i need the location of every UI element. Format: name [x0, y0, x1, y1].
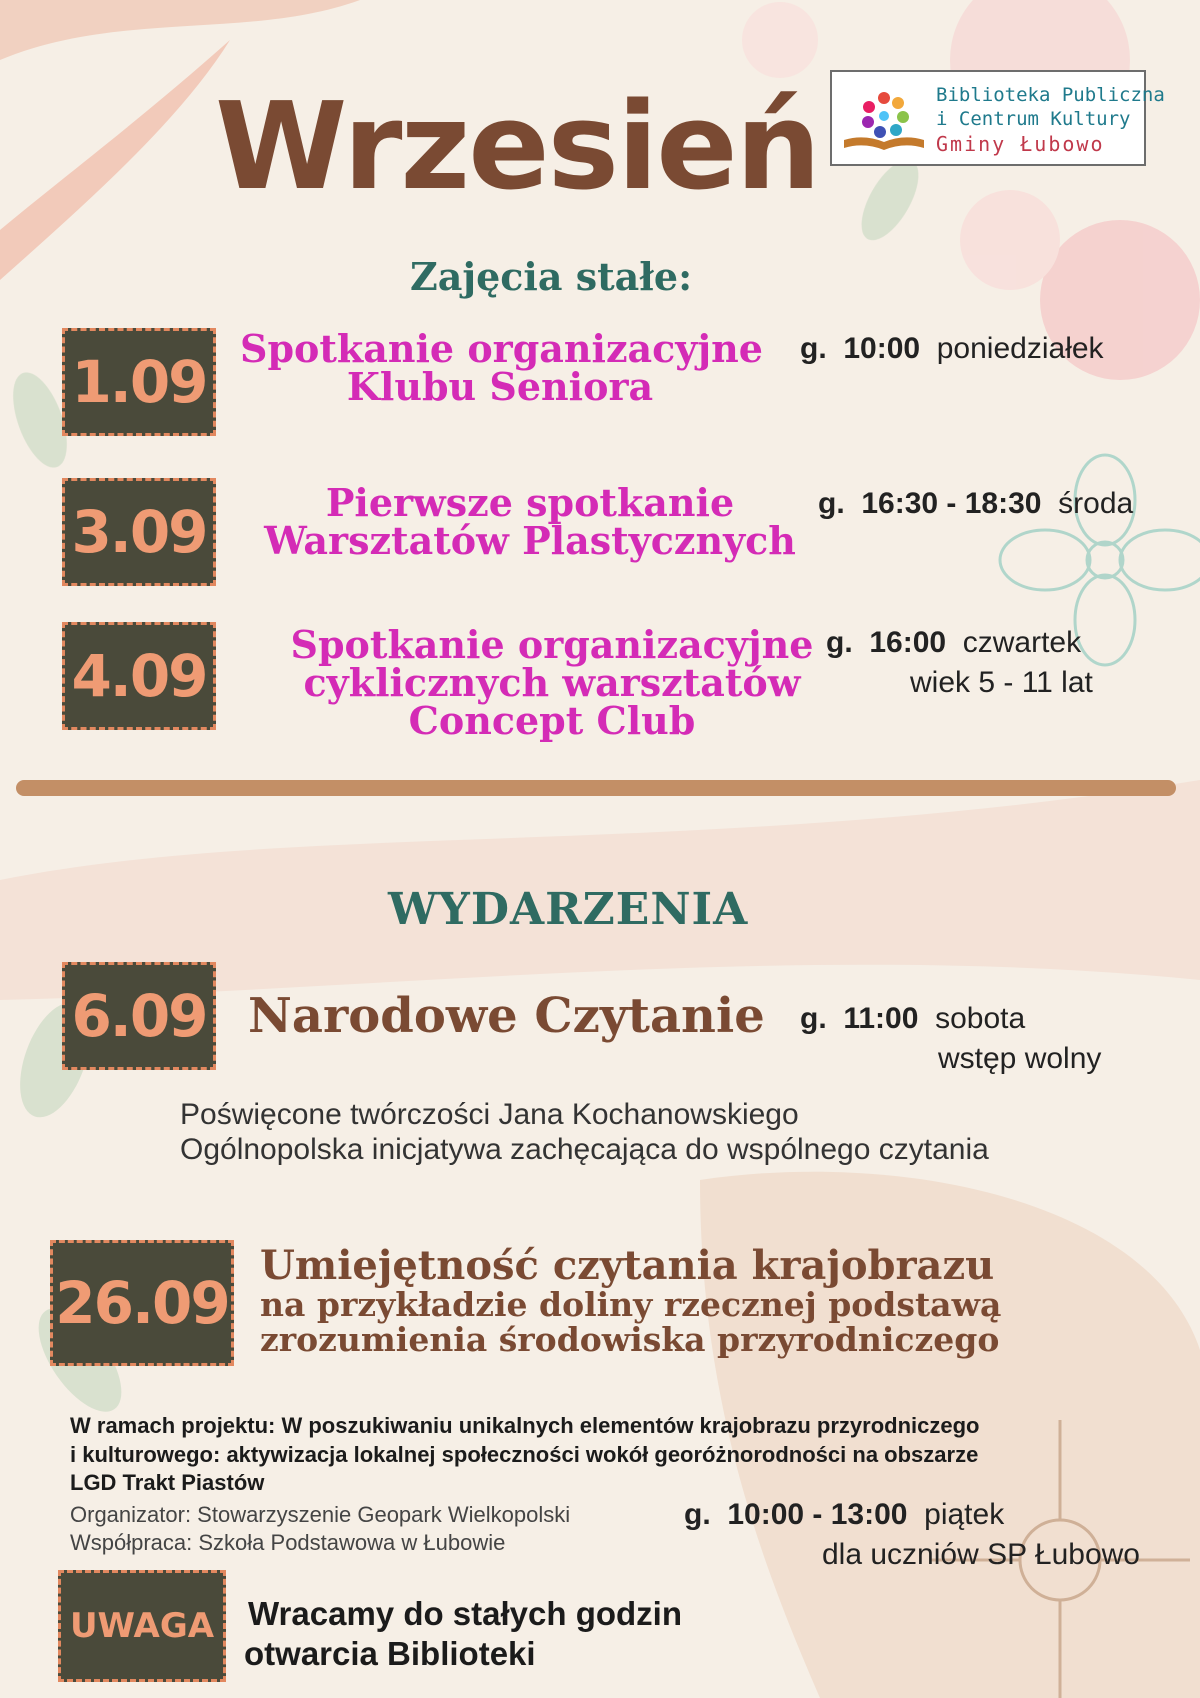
event-description: [180, 1098, 989, 1167]
time-prefix: g.: [684, 1498, 711, 1531]
event-title: [240, 326, 763, 409]
time-value: 16:00: [869, 626, 947, 659]
event-time: [800, 334, 1104, 364]
date-text: 3.09: [71, 498, 207, 566]
time-prefix: g.: [818, 487, 845, 520]
project-line: i kulturowego: aktywizacja lokalnej społeczności wokół georóżnorodności na obszarze: [70, 1441, 979, 1467]
event-time: [826, 628, 1081, 658]
event-title-line: zrozumienia środowiska przyrodniczego: [260, 1320, 1000, 1359]
project-line: W ramach projektu: W poszukiwaniu unikalnych elementów krajobrazu przyrodniczego: [70, 1413, 980, 1438]
project-line: LGD Trakt Piastów: [70, 1470, 265, 1496]
event-title-line: cyklicznych warsztatów: [303, 660, 801, 705]
event-title-line: Spotkanie organizacyjne: [290, 622, 814, 667]
page-title: Wrzesień: [215, 78, 820, 217]
weekday: sobota: [935, 1002, 1026, 1035]
event-title: [282, 622, 822, 743]
section-divider: [16, 780, 1176, 796]
date-stamp: [50, 1240, 234, 1366]
date-stamp: [62, 962, 216, 1070]
logo-text-line-1: Biblioteka Publiczna: [936, 84, 1165, 106]
time-value: 11:00: [843, 1002, 919, 1035]
date-stamp: [62, 328, 216, 436]
date-text: 6.09: [71, 982, 207, 1050]
notice-stamp: [58, 1570, 226, 1682]
weekday: piątek: [924, 1498, 1005, 1531]
event-title-line: Warsztatów Plastycznych: [264, 518, 796, 563]
weekday: czwartek: [962, 626, 1082, 659]
regular-classes-heading: Zajęcia stałe:: [410, 254, 693, 299]
weekday: poniedziałek: [936, 332, 1104, 365]
date-text: 26.09: [55, 1269, 229, 1337]
age-note: wiek 5 - 11 lat: [910, 666, 1093, 699]
weekday: środa: [1058, 487, 1134, 520]
time-prefix: g.: [800, 1002, 827, 1035]
library-logo: [830, 70, 1165, 166]
notice-label: UWAGA: [69, 1606, 215, 1646]
event-title: Narodowe Czytanie: [248, 988, 765, 1044]
events-heading: WYDARZENIA: [388, 884, 749, 935]
cooperation-line: Współpraca: Szkoła Podstawowa w Łubowie: [70, 1529, 506, 1555]
event-title-line: Umiejętność czytania krajobrazu: [260, 1242, 995, 1289]
date-text: 1.09: [71, 348, 207, 416]
description-line: Poświęcone twórczości Jana Kochanowskiego: [180, 1098, 799, 1131]
date-stamp: [62, 478, 216, 586]
notice-text: [244, 1594, 682, 1675]
audience-note: dla uczniów SP Łubowo: [822, 1538, 1140, 1571]
organizer-line: Organizator: Stowarzyszenie Geopark Wielkopolski: [70, 1502, 571, 1527]
notice-line: otwarcia Biblioteki: [244, 1635, 536, 1673]
event-title: [260, 1242, 1002, 1359]
time-value: 10:00 - 13:00: [727, 1498, 908, 1531]
project-description: [70, 1412, 980, 1498]
event-title-line: Concept Club: [408, 698, 696, 743]
date-text: 4.09: [71, 642, 207, 710]
entry-note: wstęp wolny: [938, 1042, 1102, 1075]
event-partners: [70, 1501, 570, 1556]
description-line: Ogólnopolska inicjatywa zachęcająca do wspólnego czytania: [180, 1132, 989, 1166]
logo-text-line-2: i Centrum Kultury: [936, 108, 1131, 130]
event-title-line: Pierwsze spotkanie: [325, 480, 735, 525]
time-value: 16:30 - 18:30: [861, 487, 1042, 520]
notice-line: Wracamy do stałych godzin: [248, 1595, 682, 1632]
event-time: [800, 1004, 1025, 1034]
logo-text-line-3: Gminy Łubowo: [936, 132, 1105, 156]
event-title-line: Spotkanie organizacyjne: [240, 326, 763, 371]
event-time: [818, 489, 1133, 519]
event-title: [245, 480, 815, 563]
time-prefix: g.: [826, 626, 853, 659]
event-title-line: na przykładzie doliny rzecznej podstawą: [260, 1285, 1002, 1324]
event-title-line: Klubu Seniora: [346, 364, 654, 409]
event-time: [684, 1500, 1004, 1530]
library-book-logo-icon: [836, 80, 932, 158]
date-stamp: [62, 622, 216, 730]
time-prefix: g.: [800, 332, 827, 365]
time-value: 10:00: [843, 332, 921, 365]
